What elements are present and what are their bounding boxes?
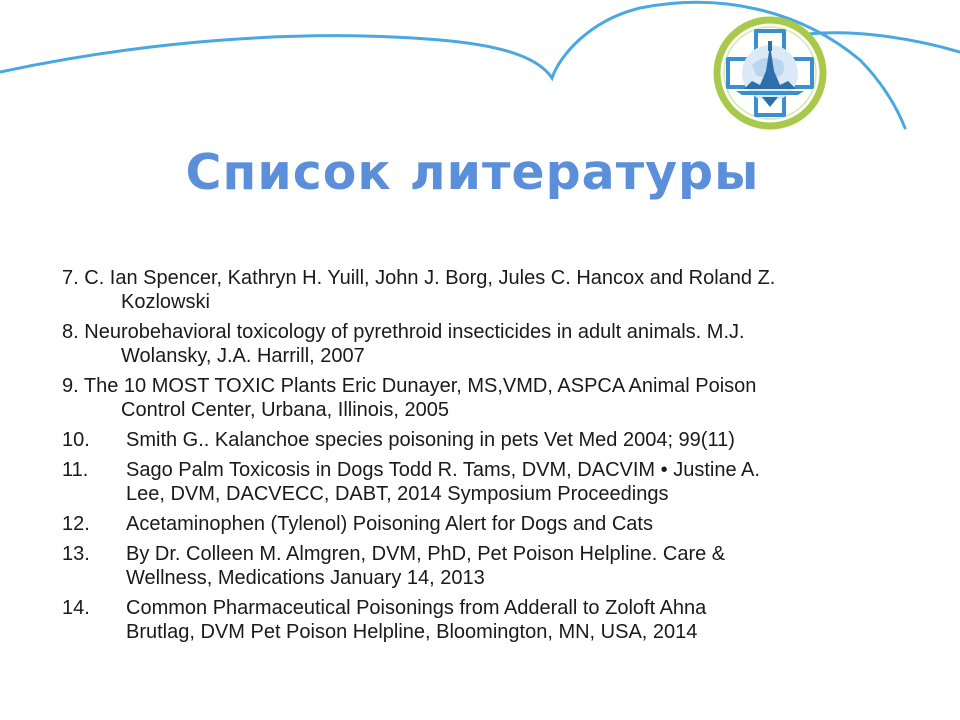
page-title: Список литературы (185, 144, 760, 201)
reference-number: 7. (62, 267, 79, 289)
list-item (62, 596, 922, 644)
reference-text: Common Pharmaceutical Poisonings from Adderall to Zoloft Ahna (126, 597, 707, 619)
list-item (62, 512, 922, 536)
list-item (62, 320, 922, 368)
medical-cross-globe-logo-icon (712, 15, 828, 131)
reference-number: 8. (62, 321, 79, 343)
list-item (62, 374, 922, 422)
reference-text-continued: Wolansky, J.A. Harrill, 2007 (121, 345, 365, 367)
reference-text-continued: Brutlag, DVM Pet Poison Helpline, Bloomington, MN, USA, 2014 (126, 621, 698, 643)
reference-text-continued: Lee, DVM, DACVECC, DABT, 2014 Symposium Proceedings (126, 483, 669, 505)
reference-list (62, 266, 922, 650)
reference-text-continued: Control Center, Urbana, Illinois, 2005 (121, 399, 449, 421)
reference-text: The 10 MOST TOXIC Plants Eric Dunayer, MS,VMD, ASPCA Animal Poison (83, 375, 757, 397)
reference-number: 13. (62, 543, 90, 565)
reference-number: 14. (62, 597, 90, 619)
list-item (62, 458, 922, 506)
reference-number: 9. (62, 375, 79, 397)
reference-text: Sago Palm Toxicosis in Dogs Todd R. Tams, DVM, DACVIM • Justine A. (126, 459, 760, 481)
reference-number: 12. (62, 513, 90, 535)
reference-text-continued: Kozlowski (121, 291, 210, 313)
reference-text: Neurobehavioral toxicology of pyrethroid insecticides in adult animals. M.J. (84, 321, 745, 343)
reference-text: Acetaminophen (Tylenol) Poisoning Alert for Dogs and Cats (126, 513, 653, 535)
reference-text: By Dr. Colleen M. Almgren, DVM, PhD, Pet Poison Helpline. Care & (126, 543, 726, 565)
reference-text: C. Ian Spencer, Kathryn H. Yuill, John J. Borg, Jules C. Hancox and Roland Z. (84, 267, 776, 289)
list-item (62, 428, 922, 452)
reference-number: 11. (62, 459, 89, 481)
list-item (62, 266, 922, 314)
reference-number: 10. (62, 429, 90, 451)
reference-text: Smith G.. Kalanchoe species poisoning in pets Vet Med 2004; 99(11) (126, 429, 735, 451)
list-item (62, 542, 922, 590)
reference-text-continued: Wellness, Medications January 14, 2013 (126, 567, 485, 589)
